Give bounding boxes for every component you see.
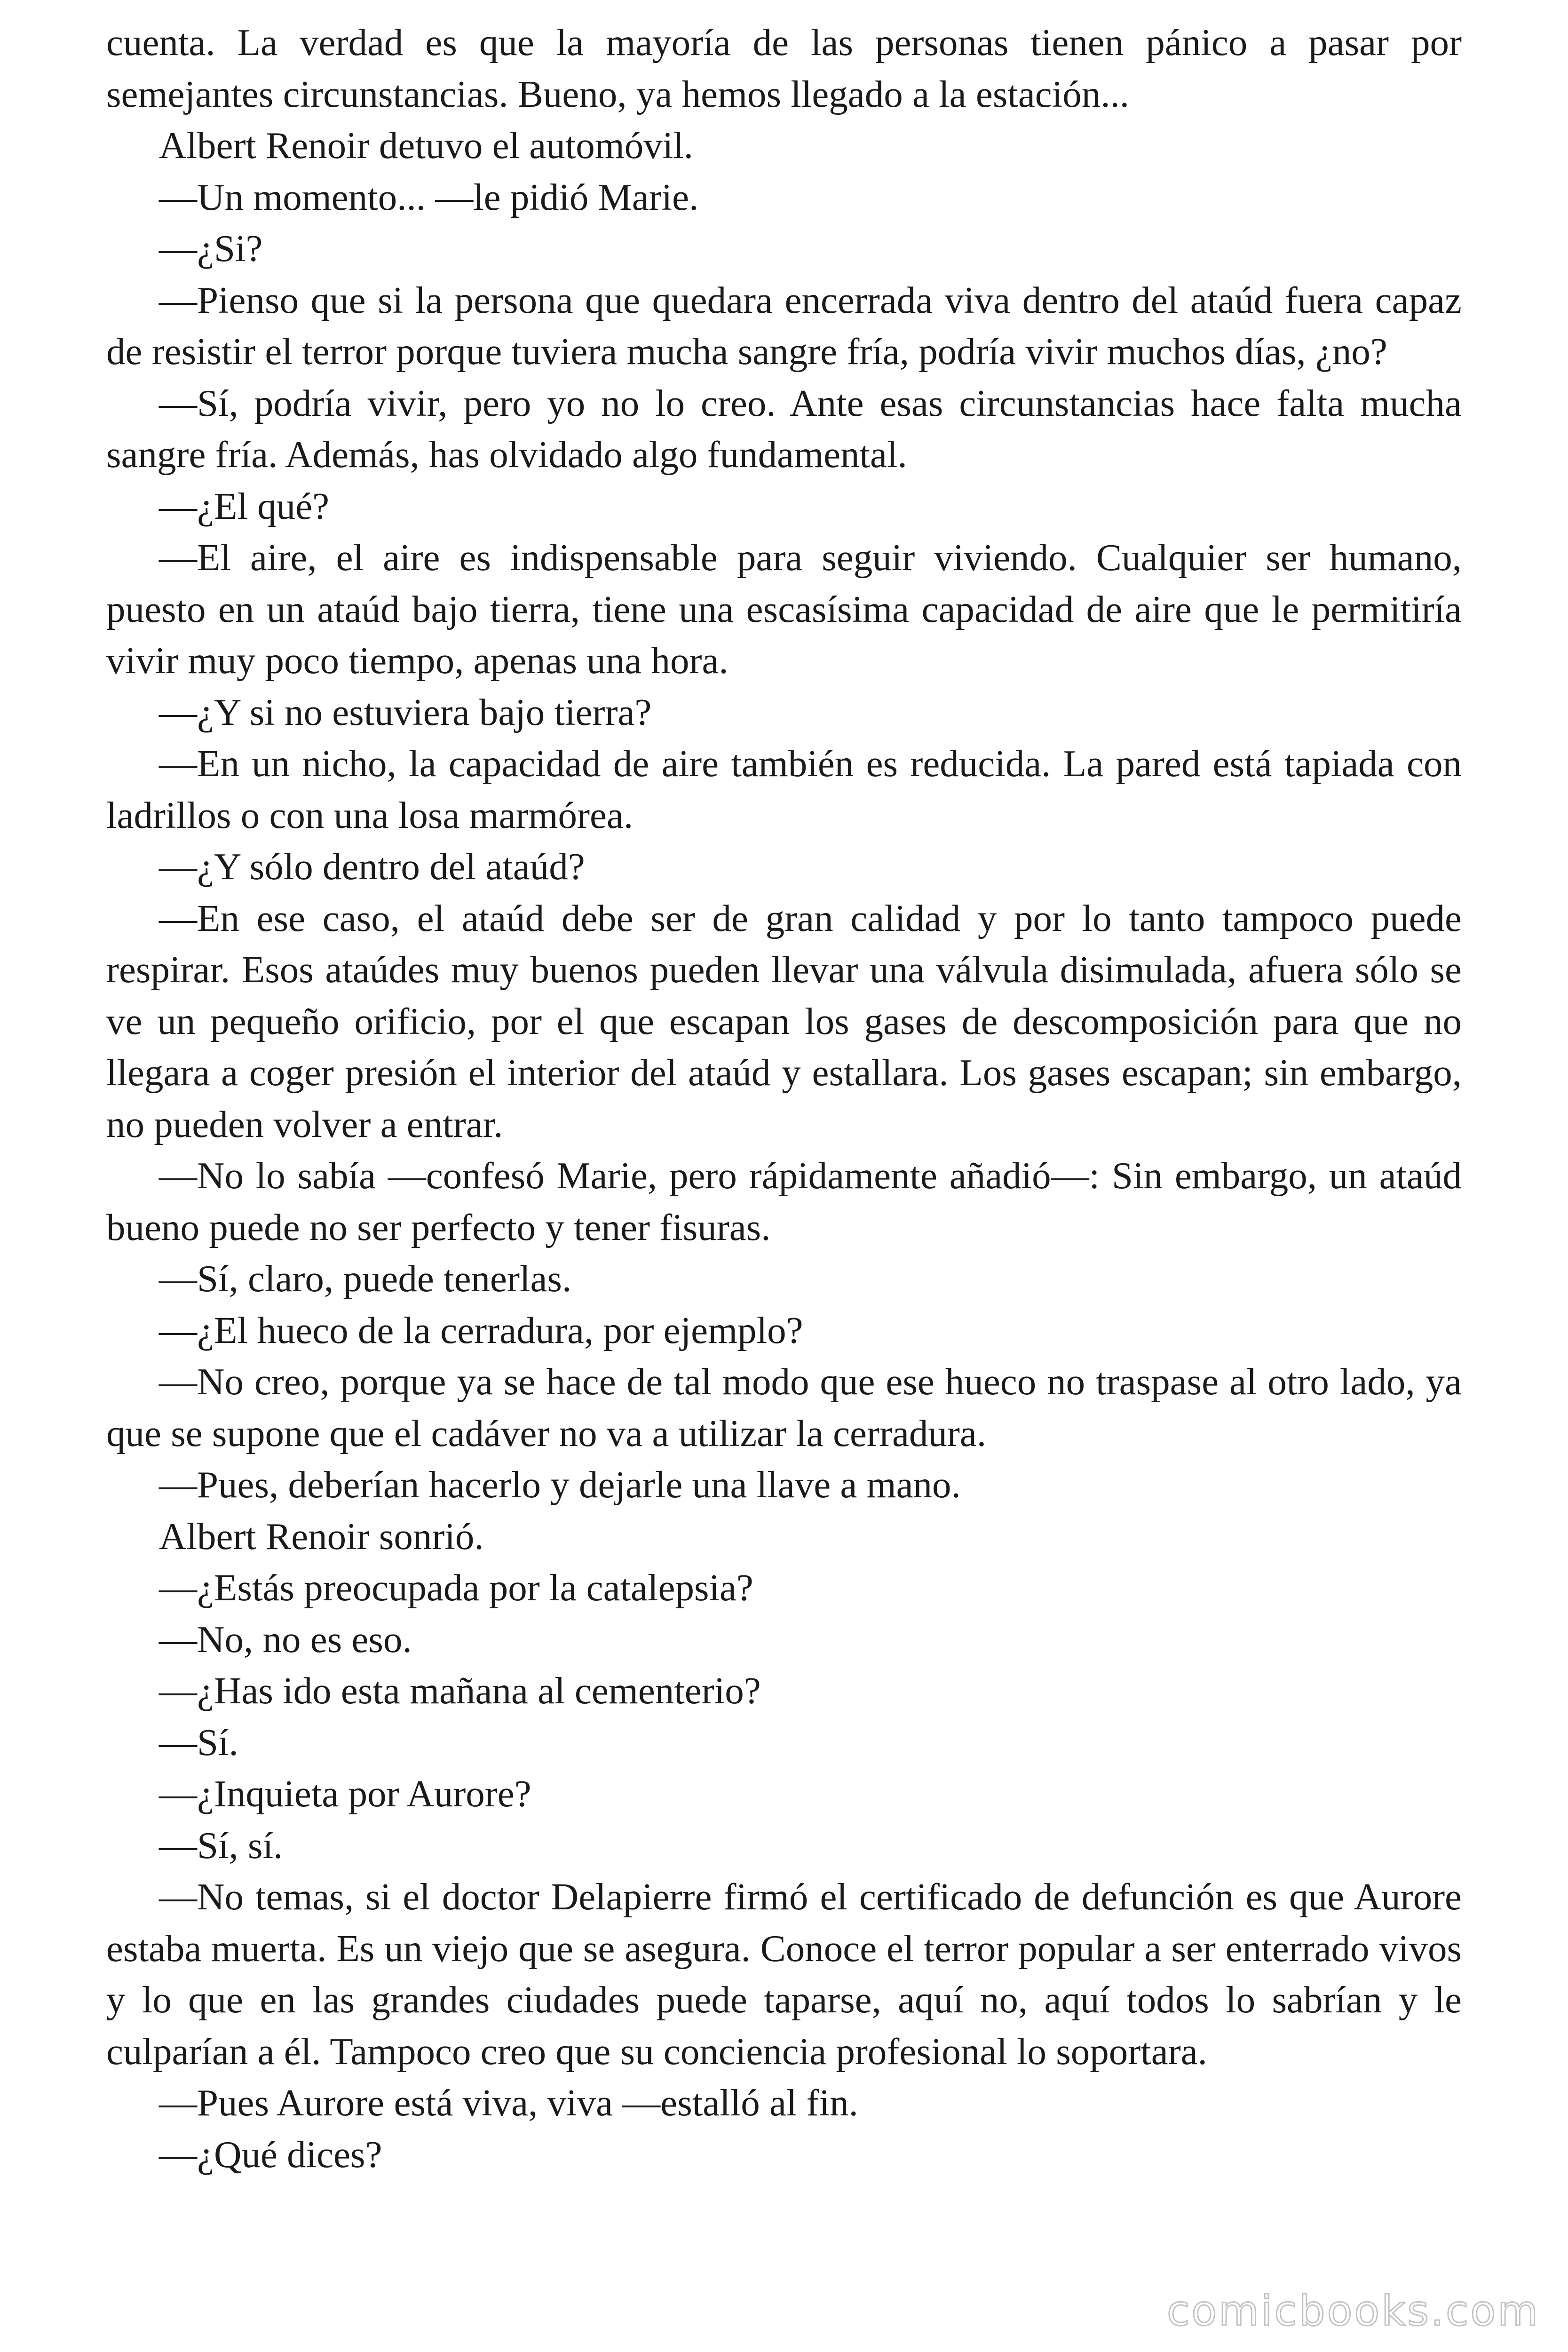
paragraph: —Pienso que si la persona que quedara encerrada viva dentro del ataúd fuera capaz de resistir el terror porque tuviera mucha sangre fría, podría vivir muchos días, ¿no?	[106, 278, 1462, 373]
paragraph: —Sí, podría vivir, pero yo no lo creo. Ante esas circunstancias hace falta mucha sangre fría. Además, has olvidado algo fundamental.	[106, 381, 1462, 476]
paragraph: —¿El hueco de la cerradura, por ejemplo?	[159, 1309, 803, 1351]
paragraph: —Pues Aurore está viva, viva —estalló al fin.	[159, 2082, 858, 2124]
paragraph: —¿Y si no estuviera bajo tierra?	[159, 691, 652, 733]
paragraph: —El aire, el aire es indispensable para seguir viviendo. Cualquier ser humano, puesto en un ataúd bajo tierra, tiene una escasísima capacidad de aire que le permitiría vivir muy poco tiempo, apenas una hora.	[106, 536, 1462, 682]
paragraph: —Pues, deberían hacerlo y dejarle una llave a mano.	[159, 1463, 961, 1506]
paragraph: —¿Inquieta por Aurore?	[159, 1772, 531, 1815]
paragraph: —Sí.	[159, 1721, 238, 1764]
paragraph: —En un nicho, la capacidad de aire también es reducida. La pared está tapiada con ladrillos o con una losa marmórea.	[106, 742, 1462, 836]
book-page-text	[106, 17, 1462, 2180]
paragraph: —¿El qué?	[159, 485, 330, 527]
paragraph: —Sí, claro, puede tenerlas.	[159, 1257, 572, 1300]
paragraph: —No creo, porque ya se hace de tal modo que ese hueco no traspase al otro lado, ya que se supone que el cadáver no va a utilizar la cerradura.	[106, 1360, 1462, 1454]
paragraph: Albert Renoir sonrió.	[159, 1515, 484, 1557]
paragraph: —No, no es eso.	[159, 1618, 412, 1661]
paragraph: —Sí, sí.	[159, 1824, 283, 1867]
paragraph: —¿Has ido esta mañana al cementerio?	[159, 1669, 761, 1712]
paragraph: —¿Si?	[159, 227, 263, 270]
watermark: comicbooks.com	[1166, 2287, 1540, 2335]
paragraph: —¿Estás preocupada por la catalepsia?	[159, 1566, 753, 1609]
paragraph: —En ese caso, el ataúd debe ser de gran calidad y por lo tanto tampoco puede respirar. Esos ataúdes muy buenos pueden llevar una válvula disimulada, afuera sólo se ve un pequeño orificio, por el que escapan los gases de descomposición para que no llegara a coger presión el interior del ataúd y estallara. Los gases escapan; sin embargo, no pueden volver a entrar.	[106, 897, 1462, 1145]
paragraph: —Un momento... —le pidió Marie.	[159, 175, 699, 218]
paragraph: —No temas, si el doctor Delapierre firmó el certificado de defunción es que Aurore estaba muerta. Es un viejo que se asegura. Conoce el terror popular a ser enterrado vivos y lo que en las grandes ciudades puede taparse, aquí no, aquí todos lo sabrían y le culparían a él. Tampoco creo que su conciencia profesional lo soportara.	[106, 1875, 1462, 2073]
paragraph: —¿Qué dices?	[159, 2133, 382, 2176]
paragraph: —No lo sabía —confesó Marie, pero rápidamente añadió—: Sin embargo, un ataúd bueno puede no ser perfecto y tener fisuras.	[106, 1154, 1462, 1248]
paragraph: Albert Renoir detuvo el automóvil.	[159, 124, 694, 167]
paragraph: —¿Y sólo dentro del ataúd?	[159, 845, 585, 888]
paragraph: cuenta. La verdad es que la mayoría de las personas tienen pánico a pasar por semejantes circunstancias. Bueno, ya hemos llegado a la estación...	[106, 21, 1462, 115]
